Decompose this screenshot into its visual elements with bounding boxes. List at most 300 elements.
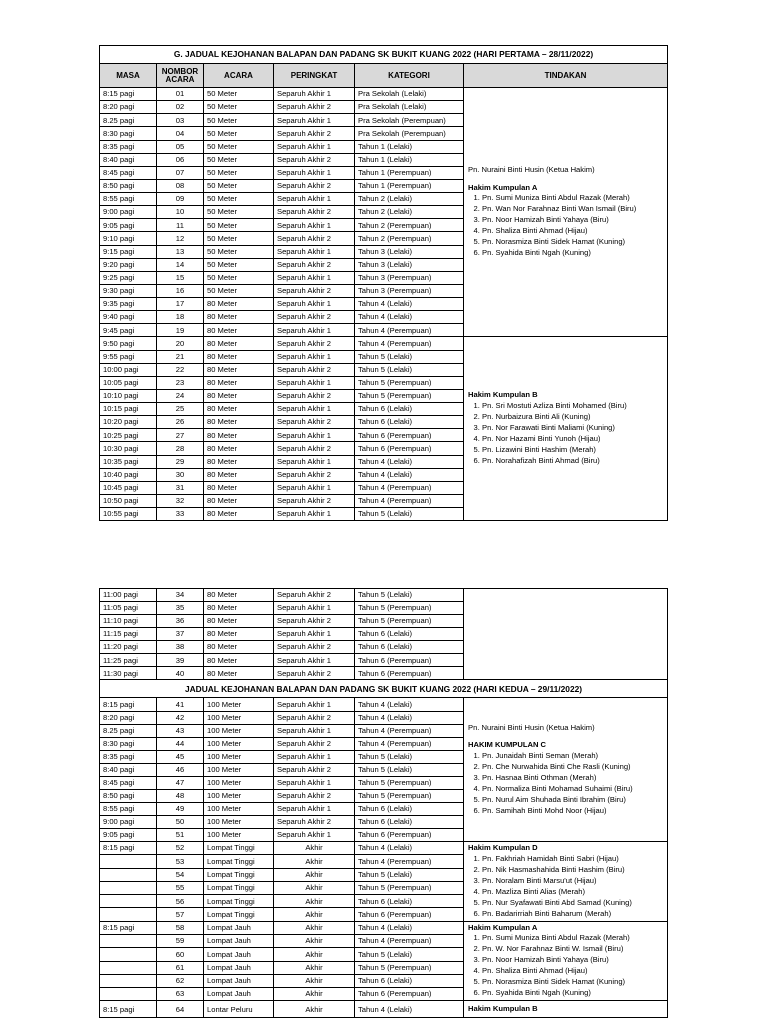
judge-list-item: 3. Pn. Noor Hamizah Binti Yahaya (Biru): [482, 954, 663, 965]
cell-masa: 10:20 pagi: [100, 416, 157, 429]
cell-kategori: Tahun 5 (Perempuan): [355, 376, 464, 389]
cell-kategori: Tahun 4 (Perempuan): [355, 494, 464, 507]
judge-list-item: 2. Pn. Nik Hasmashahida Binti Hashim (Biru): [482, 864, 663, 875]
cell-acara: 80 Meter: [204, 337, 274, 350]
cell-acara: 80 Meter: [204, 508, 274, 521]
cell-acara: 80 Meter: [204, 311, 274, 324]
cell-masa: [100, 974, 157, 987]
cell-kategori: Tahun 5 (Perempuan): [355, 389, 464, 402]
cell-nombor-acara: 25: [157, 403, 204, 416]
cell-masa: 9:25 pagi: [100, 271, 157, 284]
cell-peringkat: Separuh Akhir 1: [274, 455, 355, 468]
cell-masa: 9:00 pagi: [100, 206, 157, 219]
cell-peringkat: Separuh Akhir 2: [274, 337, 355, 350]
cell-kategori: Tahun 5 (Lelaki): [355, 589, 464, 602]
cell-kategori: Tahun 5 (Lelaki): [355, 868, 464, 881]
cell-acara: 80 Meter: [204, 641, 274, 654]
cell-kategori: Tahun 5 (Lelaki): [355, 350, 464, 363]
cell-kategori: Tahun 3 (Perempuan): [355, 271, 464, 284]
cell-nombor-acara: 28: [157, 442, 204, 455]
cell-kategori: Tahun 6 (Perempuan): [355, 654, 464, 667]
cell-nombor-acara: 03: [157, 114, 204, 127]
cell-acara: 80 Meter: [204, 615, 274, 628]
cell-acara: 100 Meter: [204, 776, 274, 789]
cell-acara: Lompat Jauh: [204, 934, 274, 947]
cell-nombor-acara: 35: [157, 602, 204, 615]
cell-kategori: Tahun 6 (Perempuan): [355, 429, 464, 442]
cell-nombor-acara: 04: [157, 127, 204, 140]
cell-peringkat: Separuh Akhir 1: [274, 654, 355, 667]
cell-nombor-acara: 48: [157, 789, 204, 802]
cell-masa: 8:45 pagi: [100, 776, 157, 789]
cell-nombor-acara: 16: [157, 284, 204, 297]
cell-peringkat: Separuh Akhir 1: [274, 724, 355, 737]
cell-peringkat: Akhir: [274, 855, 355, 868]
cell-peringkat: Separuh Akhir 2: [274, 363, 355, 376]
cell-acara: 80 Meter: [204, 667, 274, 680]
table-row: [100, 1001, 668, 1018]
cell-nombor-acara: 07: [157, 166, 204, 179]
cell-peringkat: Separuh Akhir 2: [274, 763, 355, 776]
cell-nombor-acara: 51: [157, 829, 204, 842]
cell-peringkat: Separuh Akhir 1: [274, 245, 355, 258]
cell-masa: [100, 895, 157, 908]
cell-acara: 80 Meter: [204, 455, 274, 468]
cell-masa: 9:05 pagi: [100, 219, 157, 232]
cell-tindakan: [464, 698, 668, 842]
cell-kategori: Tahun 4 (Perempuan): [355, 737, 464, 750]
cell-kategori: Tahun 3 (Lelaki): [355, 258, 464, 271]
judge-list: [468, 853, 663, 919]
cell-peringkat: Separuh Akhir 1: [274, 324, 355, 337]
judge-list-item: 1. Pn. Fakhriah Hamidah Binti Sabri (Hijau): [482, 853, 663, 864]
judge-list-item: 6. Pn. Badarirriah Binti Baharum (Merah): [482, 908, 663, 919]
cell-masa: 8.25 pagi: [100, 114, 157, 127]
cell-acara: 80 Meter: [204, 442, 274, 455]
cell-acara: 100 Meter: [204, 698, 274, 711]
cell-kategori: Tahun 5 (Lelaki): [355, 750, 464, 763]
cell-masa: [100, 868, 157, 881]
cell-kategori: Pra Sekolah (Perempuan): [355, 114, 464, 127]
cell-kategori: Tahun 6 (Perempuan): [355, 829, 464, 842]
cell-peringkat: Separuh Akhir 2: [274, 416, 355, 429]
table-row: [100, 337, 668, 350]
cell-nombor-acara: 52: [157, 842, 204, 855]
cell-nombor-acara: 21: [157, 350, 204, 363]
cell-acara: Lompat Jauh: [204, 974, 274, 987]
cell-acara: 80 Meter: [204, 376, 274, 389]
judge-group-title: Hakim Kumpulan A: [468, 182, 538, 192]
judge-list-item: 5. Pn. Norasmiza Binti Sidek Hamat (Kuning): [482, 976, 663, 987]
cell-masa: [100, 855, 157, 868]
cell-nombor-acara: 15: [157, 271, 204, 284]
cell-kategori: Tahun 4 (Lelaki): [355, 455, 464, 468]
judge-list: [468, 750, 663, 816]
cell-peringkat: Separuh Akhir 1: [274, 219, 355, 232]
cell-masa: [100, 881, 157, 894]
cell-peringkat: Separuh Akhir 1: [274, 776, 355, 789]
cell-masa: 9:15 pagi: [100, 245, 157, 258]
cell-kategori: Pra Sekolah (Perempuan): [355, 127, 464, 140]
cell-acara: 50 Meter: [204, 271, 274, 284]
cell-kategori: Tahun 6 (Lelaki): [355, 816, 464, 829]
cell-acara: 100 Meter: [204, 829, 274, 842]
cell-acara: 80 Meter: [204, 298, 274, 311]
cell-nombor-acara: 06: [157, 153, 204, 166]
cell-nombor-acara: 02: [157, 101, 204, 114]
cell-nombor-acara: 56: [157, 895, 204, 908]
cell-acara: 80 Meter: [204, 628, 274, 641]
cell-peringkat: Separuh Akhir 2: [274, 284, 355, 297]
cell-peringkat: Separuh Akhir 1: [274, 298, 355, 311]
cell-nombor-acara: 53: [157, 855, 204, 868]
cell-nombor-acara: 57: [157, 908, 204, 921]
cell-acara: 80 Meter: [204, 389, 274, 402]
cell-nombor-acara: 13: [157, 245, 204, 258]
cell-nombor-acara: 30: [157, 468, 204, 481]
judge-list: [468, 192, 663, 258]
cell-masa: 9:55 pagi: [100, 350, 157, 363]
cell-acara: Lompat Tinggi: [204, 855, 274, 868]
cell-nombor-acara: 64: [157, 1001, 204, 1018]
judge-list-item: 6. Pn. Samihah Binti Mohd Noor (Hijau): [482, 805, 663, 816]
judge-group-title: Hakim Kumpulan B: [468, 390, 538, 400]
cell-kategori: Tahun 2 (Perempuan): [355, 232, 464, 245]
header-peringkat: PERINGKAT: [274, 64, 355, 88]
judge-list-item: 6. Pn. Syahida Binti Ngah (Kuning): [482, 987, 663, 998]
cell-tindakan: [464, 1001, 668, 1018]
judge-list-item: 2. Pn. Wan Nor Farahnaz Binti Wan Ismail (Biru): [482, 203, 663, 214]
cell-peringkat: Separuh Akhir 1: [274, 602, 355, 615]
judge-list-item: 4. Pn. Normaliza Binti Mohamad Suhaimi (Biru): [482, 783, 663, 794]
cell-acara: 50 Meter: [204, 284, 274, 297]
table-row: [100, 589, 668, 602]
cell-acara: 50 Meter: [204, 88, 274, 101]
cell-acara: 50 Meter: [204, 153, 274, 166]
cell-kategori: Tahun 5 (Perempuan): [355, 881, 464, 894]
cell-nombor-acara: 09: [157, 193, 204, 206]
cell-peringkat: Separuh Akhir 1: [274, 750, 355, 763]
cell-peringkat: Separuh Akhir 1: [274, 88, 355, 101]
cell-masa: 8:15 pagi: [100, 88, 157, 101]
cell-peringkat: Akhir: [274, 974, 355, 987]
judge-list-item: 2. Pn. Che Nurwahida Binti Che Rasli (Kuning): [482, 761, 663, 772]
cell-acara: 100 Meter: [204, 737, 274, 750]
cell-nombor-acara: 32: [157, 494, 204, 507]
cell-nombor-acara: 61: [157, 961, 204, 974]
cell-acara: 80 Meter: [204, 589, 274, 602]
cell-kategori: Tahun 5 (Lelaki): [355, 948, 464, 961]
cell-acara: 80 Meter: [204, 363, 274, 376]
cell-masa: 10:50 pagi: [100, 494, 157, 507]
judge-list-item: 5. Pn. Lizawini Binti Hashim (Merah): [482, 444, 663, 455]
cell-peringkat: Separuh Akhir 2: [274, 641, 355, 654]
cell-kategori: Tahun 3 (Lelaki): [355, 245, 464, 258]
cell-masa: [100, 908, 157, 921]
cell-masa: 9:35 pagi: [100, 298, 157, 311]
cell-acara: 100 Meter: [204, 711, 274, 724]
cell-acara: 80 Meter: [204, 494, 274, 507]
cell-masa: 11:25 pagi: [100, 654, 157, 667]
cell-acara: 80 Meter: [204, 403, 274, 416]
cell-kategori: Tahun 6 (Perempuan): [355, 908, 464, 921]
cell-kategori: Tahun 6 (Lelaki): [355, 628, 464, 641]
cell-masa: 9:10 pagi: [100, 232, 157, 245]
cell-kategori: Tahun 5 (Perempuan): [355, 602, 464, 615]
cell-kategori: Tahun 4 (Lelaki): [355, 921, 464, 934]
cell-masa: 10:05 pagi: [100, 376, 157, 389]
cell-peringkat: Separuh Akhir 1: [274, 508, 355, 521]
cell-masa: 11:10 pagi: [100, 615, 157, 628]
cell-peringkat: Separuh Akhir 1: [274, 271, 355, 284]
cell-kategori: Tahun 5 (Lelaki): [355, 763, 464, 776]
cell-kategori: Tahun 6 (Lelaki): [355, 641, 464, 654]
cell-masa: [100, 988, 157, 1001]
judge-list-item: 2. Pn. W. Nor Farahnaz Binti W. Ismail (Biru): [482, 943, 663, 954]
cell-peringkat: Separuh Akhir 1: [274, 429, 355, 442]
cell-nombor-acara: 44: [157, 737, 204, 750]
cell-masa: 8.25 pagi: [100, 724, 157, 737]
cell-nombor-acara: 19: [157, 324, 204, 337]
cell-masa: 11:05 pagi: [100, 602, 157, 615]
day1-title: G. JADUAL KEJOHANAN BALAPAN DAN PADANG SK BUKIT KUANG 2022 (HARI PERTAMA – 28/11/2022): [100, 46, 668, 64]
cell-kategori: Tahun 5 (Perempuan): [355, 615, 464, 628]
cell-nombor-acara: 18: [157, 311, 204, 324]
cell-acara: 80 Meter: [204, 602, 274, 615]
cell-peringkat: Separuh Akhir 1: [274, 140, 355, 153]
cell-peringkat: Separuh Akhir 2: [274, 258, 355, 271]
cell-kategori: Tahun 6 (Lelaki): [355, 895, 464, 908]
cell-peringkat: Separuh Akhir 1: [274, 350, 355, 363]
cell-kategori: Tahun 4 (Lelaki): [355, 298, 464, 311]
cell-peringkat: Separuh Akhir 2: [274, 589, 355, 602]
cell-masa: 8:55 pagi: [100, 193, 157, 206]
cell-kategori: Tahun 6 (Lelaki): [355, 403, 464, 416]
cell-peringkat: Akhir: [274, 895, 355, 908]
cell-acara: 80 Meter: [204, 468, 274, 481]
judge-list-item: 1. Pn. Junaidah Binti Seman (Merah): [482, 750, 663, 761]
cell-nombor-acara: 23: [157, 376, 204, 389]
cell-kategori: Tahun 2 (Perempuan): [355, 219, 464, 232]
cell-peringkat: Separuh Akhir 1: [274, 376, 355, 389]
cell-nombor-acara: 63: [157, 988, 204, 1001]
cell-masa: 10:15 pagi: [100, 403, 157, 416]
cell-masa: 10:25 pagi: [100, 429, 157, 442]
cell-nombor-acara: 11: [157, 219, 204, 232]
cell-masa: 8:30 pagi: [100, 737, 157, 750]
table-row: [100, 88, 668, 101]
cell-masa: 9:40 pagi: [100, 311, 157, 324]
cell-nombor-acara: 31: [157, 481, 204, 494]
cell-peringkat: Separuh Akhir 2: [274, 711, 355, 724]
cell-acara: 50 Meter: [204, 179, 274, 192]
cell-kategori: Tahun 4 (Perempuan): [355, 934, 464, 947]
cell-acara: Lompat Jauh: [204, 948, 274, 961]
cell-kategori: Tahun 4 (Lelaki): [355, 698, 464, 711]
cell-masa: 8:40 pagi: [100, 763, 157, 776]
judge-list-item: 4. Pn. Shaliza Binti Ahmad (Hijau): [482, 225, 663, 236]
cell-nombor-acara: 24: [157, 389, 204, 402]
cell-nombor-acara: 39: [157, 654, 204, 667]
cell-masa: 8:20 pagi: [100, 101, 157, 114]
cell-peringkat: Separuh Akhir 2: [274, 179, 355, 192]
cell-nombor-acara: 17: [157, 298, 204, 311]
cell-masa: 9:30 pagi: [100, 284, 157, 297]
header-tindakan: TINDAKAN: [464, 64, 668, 88]
cell-peringkat: Separuh Akhir 1: [274, 628, 355, 641]
cell-kategori: Tahun 4 (Lelaki): [355, 711, 464, 724]
cell-peringkat: Separuh Akhir 2: [274, 468, 355, 481]
cell-tindakan: [464, 88, 668, 337]
cell-masa: 10:30 pagi: [100, 442, 157, 455]
cell-acara: 80 Meter: [204, 481, 274, 494]
cell-nombor-acara: 33: [157, 508, 204, 521]
cell-peringkat: Akhir: [274, 948, 355, 961]
cell-nombor-acara: 05: [157, 140, 204, 153]
table-row: [100, 698, 668, 711]
cell-masa: 10:55 pagi: [100, 508, 157, 521]
cell-kategori: Tahun 6 (Lelaki): [355, 974, 464, 987]
cell-acara: 80 Meter: [204, 416, 274, 429]
cell-masa: 11:00 pagi: [100, 589, 157, 602]
cell-masa: 10:35 pagi: [100, 455, 157, 468]
cell-peringkat: Akhir: [274, 934, 355, 947]
cell-tindakan: [464, 842, 668, 922]
cell-peringkat: Separuh Akhir 1: [274, 802, 355, 815]
cell-nombor-acara: 20: [157, 337, 204, 350]
cell-masa: 10:00 pagi: [100, 363, 157, 376]
cell-kategori: Tahun 6 (Lelaki): [355, 416, 464, 429]
judge-list-item: 5. Pn. Norasmiza Binti Sidek Hamat (Kuning): [482, 236, 663, 247]
cell-kategori: Tahun 5 (Lelaki): [355, 508, 464, 521]
cell-peringkat: Separuh Akhir 2: [274, 127, 355, 140]
cell-acara: Lompat Tinggi: [204, 842, 274, 855]
cell-kategori: Tahun 4 (Lelaki): [355, 1001, 464, 1018]
cell-acara: 80 Meter: [204, 654, 274, 667]
cell-nombor-acara: 34: [157, 589, 204, 602]
header-acara: ACARA: [204, 64, 274, 88]
cell-nombor-acara: 36: [157, 615, 204, 628]
judge-list-item: 1. Pn. Sri Mostuti Azliza Binti Mohamed (Biru): [482, 400, 663, 411]
judge-list-item: 4. Pn. Shaliza Binti Ahmad (Hijau): [482, 965, 663, 976]
judge-group-title: Hakim Kumpulan B: [468, 1004, 538, 1014]
cell-masa: [100, 934, 157, 947]
cell-peringkat: Separuh Akhir 2: [274, 389, 355, 402]
cell-masa: 11:20 pagi: [100, 641, 157, 654]
cell-nombor-acara: 40: [157, 667, 204, 680]
cell-masa: 8:15 pagi: [100, 1001, 157, 1018]
cell-kategori: Tahun 1 (Lelaki): [355, 153, 464, 166]
cell-tindakan: [464, 337, 668, 521]
cell-nombor-acara: 58: [157, 921, 204, 934]
cell-acara: 50 Meter: [204, 193, 274, 206]
cell-masa: 9:00 pagi: [100, 816, 157, 829]
cell-peringkat: Separuh Akhir 1: [274, 403, 355, 416]
cell-peringkat: Separuh Akhir 1: [274, 829, 355, 842]
judge-list-item: 1. Pn. Sumi Muniza Binti Abdul Razak (Merah): [482, 192, 663, 203]
day2-title: JADUAL KEJOHANAN BALAPAN DAN PADANG SK BUKIT KUANG 2022 (HARI KEDUA – 29/11/2022): [100, 680, 668, 698]
cell-peringkat: Akhir: [274, 908, 355, 921]
cell-acara: Lompat Tinggi: [204, 868, 274, 881]
cell-acara: Lompat Jauh: [204, 961, 274, 974]
cell-nombor-acara: 12: [157, 232, 204, 245]
judge-list-item: 5. Pn. Nur Syafawati Binti Abd Samad (Kuning): [482, 897, 663, 908]
cell-masa: 10:40 pagi: [100, 468, 157, 481]
cell-peringkat: Separuh Akhir 2: [274, 615, 355, 628]
cell-acara: Lompat Jauh: [204, 988, 274, 1001]
cell-acara: 50 Meter: [204, 258, 274, 271]
judge-list-item: 5. Pn. Nurul Aim Shuhada Binti Ibrahim (Biru): [482, 794, 663, 805]
cell-nombor-acara: 26: [157, 416, 204, 429]
cell-peringkat: Separuh Akhir 2: [274, 816, 355, 829]
cell-peringkat: Akhir: [274, 868, 355, 881]
cell-masa: [100, 961, 157, 974]
cell-kategori: Tahun 4 (Perempuan): [355, 324, 464, 337]
cell-masa: 8:30 pagi: [100, 127, 157, 140]
cell-kategori: Tahun 5 (Perempuan): [355, 961, 464, 974]
cell-nombor-acara: 55: [157, 881, 204, 894]
judge-group-title: Hakim Kumpulan A: [468, 922, 538, 932]
cell-peringkat: Separuh Akhir 1: [274, 698, 355, 711]
cell-peringkat: Separuh Akhir 2: [274, 494, 355, 507]
cell-nombor-acara: 14: [157, 258, 204, 271]
cell-masa: [100, 948, 157, 961]
cell-peringkat: Separuh Akhir 1: [274, 166, 355, 179]
day1-schedule-table: [99, 45, 668, 521]
cell-kategori: Tahun 6 (Perempuan): [355, 442, 464, 455]
cell-nombor-acara: 38: [157, 641, 204, 654]
cell-peringkat: Akhir: [274, 921, 355, 934]
cell-kategori: Tahun 4 (Lelaki): [355, 311, 464, 324]
cell-acara: 80 Meter: [204, 324, 274, 337]
cell-peringkat: Akhir: [274, 961, 355, 974]
cell-kategori: Tahun 5 (Lelaki): [355, 363, 464, 376]
cell-masa: 10:10 pagi: [100, 389, 157, 402]
cell-kategori: Tahun 5 (Perempuan): [355, 776, 464, 789]
cell-kategori: Tahun 1 (Perempuan): [355, 166, 464, 179]
table-row: [100, 842, 668, 855]
cell-masa: 9:05 pagi: [100, 829, 157, 842]
cell-peringkat: Separuh Akhir 2: [274, 101, 355, 114]
cell-peringkat: Separuh Akhir 2: [274, 206, 355, 219]
cell-acara: 50 Meter: [204, 232, 274, 245]
cell-kategori: Tahun 6 (Perempuan): [355, 667, 464, 680]
cell-nombor-acara: 27: [157, 429, 204, 442]
judge-group-title: Hakim Kumpulan D: [468, 843, 538, 853]
cell-nombor-acara: 29: [157, 455, 204, 468]
judge-list-item: 3. Pn. Noralam Binti Marsu'ut (Hijau): [482, 875, 663, 886]
cell-masa: 8:35 pagi: [100, 750, 157, 763]
cell-acara: 100 Meter: [204, 724, 274, 737]
table-row: [100, 921, 668, 934]
cell-kategori: Tahun 1 (Lelaki): [355, 140, 464, 153]
cell-peringkat: Separuh Akhir 2: [274, 667, 355, 680]
cell-peringkat: Akhir: [274, 842, 355, 855]
cell-nombor-acara: 60: [157, 948, 204, 961]
cell-nombor-acara: 41: [157, 698, 204, 711]
cell-masa: 8:15 pagi: [100, 842, 157, 855]
cell-acara: Lompat Tinggi: [204, 881, 274, 894]
cell-kategori: Tahun 1 (Perempuan): [355, 179, 464, 192]
cell-acara: 100 Meter: [204, 789, 274, 802]
cell-masa: 9:45 pagi: [100, 324, 157, 337]
cell-masa: 8:15 pagi: [100, 921, 157, 934]
cell-peringkat: Separuh Akhir 1: [274, 193, 355, 206]
cell-masa: 8:55 pagi: [100, 802, 157, 815]
judge-list-item: 3. Pn. Hasnaa Binti Othman (Merah): [482, 772, 663, 783]
cell-kategori: Tahun 2 (Lelaki): [355, 193, 464, 206]
cell-kategori: Pra Sekolah (Lelaki): [355, 88, 464, 101]
